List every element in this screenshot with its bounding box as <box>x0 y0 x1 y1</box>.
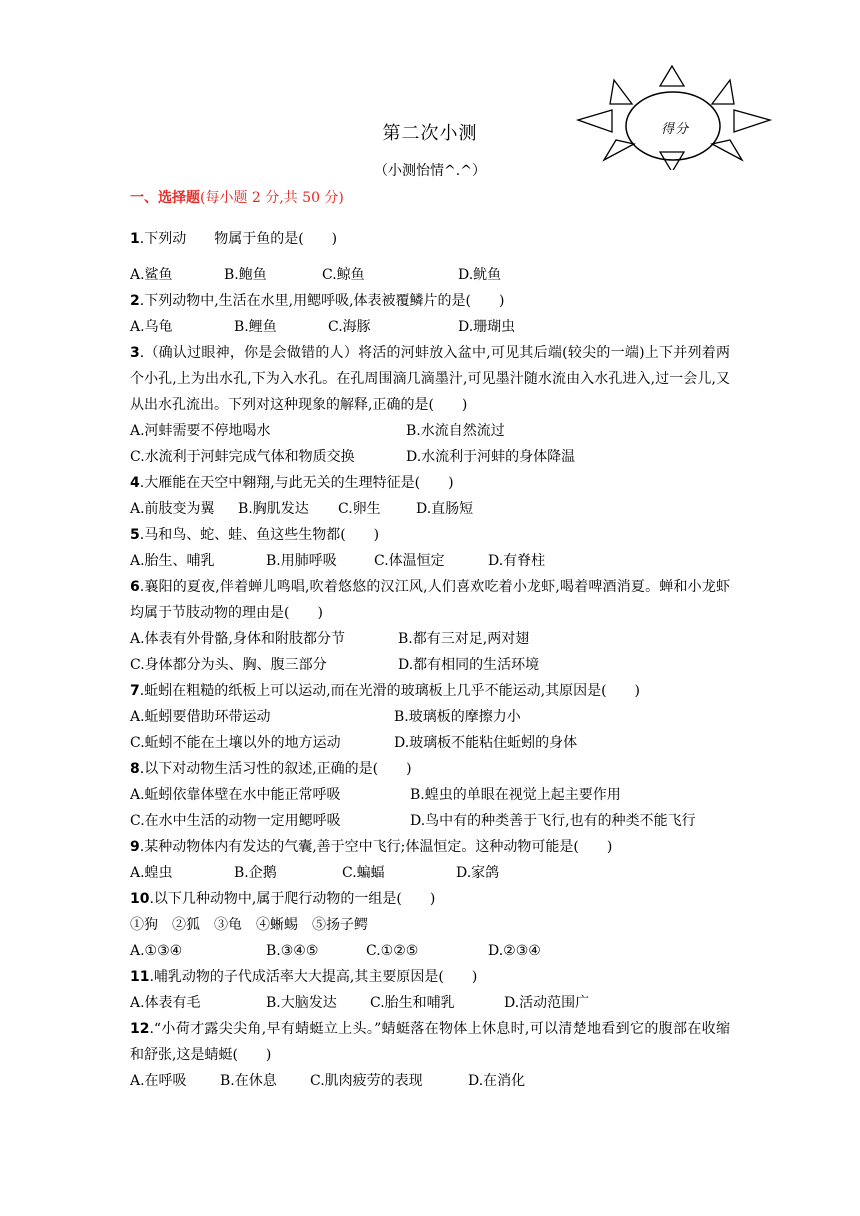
option[interactable]: A.蝗虫 <box>130 865 173 881</box>
option[interactable]: A.乌龟 <box>130 319 173 335</box>
option[interactable]: A.体表有外骨骼,身体和附肢都分节 <box>130 631 346 647</box>
option[interactable]: A.鲨鱼 <box>130 267 173 283</box>
option[interactable]: C.胎生和哺乳 <box>370 995 455 1011</box>
option[interactable]: B.水流自然流过 <box>406 423 505 439</box>
question-options <box>130 314 730 340</box>
option[interactable]: D.②③④ <box>488 943 541 959</box>
question-text: .下列动物中,生活在水里,用鳃呼吸,体表被覆鳞片的是( ) <box>139 293 505 309</box>
question-stem <box>130 964 730 990</box>
option[interactable]: B.胸肌发达 <box>238 501 309 517</box>
option[interactable]: C.在水中生活的动物一定用鳃呼吸 <box>130 813 341 829</box>
option[interactable]: B.③④⑤ <box>266 943 319 959</box>
question-options <box>130 262 730 288</box>
option[interactable]: B.大脑发达 <box>266 995 337 1011</box>
option[interactable]: B.用肺呼吸 <box>266 553 337 569</box>
option[interactable]: A.在呼吸 <box>130 1073 187 1089</box>
option[interactable]: C.卵生 <box>338 501 381 517</box>
question-stem <box>130 886 730 912</box>
question-text: .哺乳动物的子代成活率大大提高,其主要原因是( ) <box>149 969 478 985</box>
option[interactable]: C.海豚 <box>328 319 371 335</box>
question-text: .下列动 物属于鱼的是( ) <box>139 231 338 247</box>
question-stem <box>130 340 730 418</box>
option[interactable]: B.鲤鱼 <box>234 319 277 335</box>
question-options <box>130 418 730 444</box>
option[interactable]: B.玻璃板的摩擦力小 <box>394 709 521 725</box>
question-stem <box>130 1016 730 1068</box>
question-stem <box>130 834 730 860</box>
question-text: .“小荷才露尖尖角,早有蜻蜓立上头。”蜻蜓落在物体上休息时,可以清楚地看到它的腹部在收缩和舒张,这是蜻蜓( ) <box>130 1021 730 1063</box>
question-stem <box>130 288 730 314</box>
option[interactable]: D.玻璃板不能粘住蚯蚓的身体 <box>394 735 578 751</box>
question-stem <box>130 470 730 496</box>
page-title: 第二次小测 <box>382 123 478 144</box>
option[interactable]: B.在休息 <box>220 1073 277 1089</box>
question-number: 7 <box>130 683 140 699</box>
question-options <box>130 626 730 652</box>
section-heading-note: (每小题 2 分,共 50 分) <box>200 190 344 206</box>
option[interactable]: A.体表有毛 <box>130 995 201 1011</box>
question-options <box>130 652 730 678</box>
question-number: 4 <box>130 475 140 491</box>
option[interactable]: D.鸟中有的种类善于飞行,也有的种类不能飞行 <box>410 813 696 829</box>
option[interactable]: C.身体都分为头、胸、腹三部分 <box>130 657 327 673</box>
question-list <box>130 226 730 1094</box>
question-options <box>130 496 730 522</box>
question-options <box>130 1068 730 1094</box>
question-number: 11 <box>130 969 150 985</box>
section-heading-text: 一、选择题 <box>130 190 200 206</box>
question-options <box>130 730 730 756</box>
option[interactable]: C.水流利于河蚌完成气体和物质交换 <box>130 449 355 465</box>
option[interactable]: A.①③④ <box>130 943 183 959</box>
option[interactable]: D.直肠短 <box>416 501 474 517</box>
option[interactable]: C.蝙蝠 <box>342 865 385 881</box>
question-text: .蚯蚓在粗糙的纸板上可以运动,而在光滑的玻璃板上几乎不能运动,其原因是( ) <box>139 683 641 699</box>
option[interactable]: C.肌肉疲劳的表现 <box>310 1073 423 1089</box>
question-stem <box>130 756 730 782</box>
question-stem <box>130 574 730 626</box>
option[interactable]: A.蚯蚓依靠体壁在水中能正常呼吸 <box>130 787 341 803</box>
option[interactable]: C.①②⑤ <box>366 943 419 959</box>
question-options <box>130 782 730 808</box>
score-label: 得分 <box>660 122 689 137</box>
option[interactable]: D.珊瑚虫 <box>458 319 516 335</box>
option[interactable]: D.鱿鱼 <box>458 267 502 283</box>
option[interactable]: B.企鹅 <box>234 865 277 881</box>
option[interactable]: D.家鸽 <box>456 865 500 881</box>
question-text: .马和鸟、蛇、蛙、鱼这些生物都( ) <box>139 527 380 543</box>
question-text: .大雁能在天空中翱翔,与此无关的生理特征是( ) <box>139 475 454 491</box>
option[interactable]: D.水流利于河蚌的身体降温 <box>406 449 576 465</box>
question-options <box>130 704 730 730</box>
question-text: .（确认过眼神，你是会做错的人）将活的河蚌放入盆中,可见其后端(较尖的一端)上下并列着两个小孔,上为出水孔,下为入水孔。在孔周围滴几滴墨汁,可见墨汁随水流由入水孔进入,过一会儿,又从出水孔流出。下列对这种现象的解释,正确的是( ) <box>130 345 730 413</box>
question-number: 2 <box>130 293 140 309</box>
option[interactable]: B.蝗虫的单眼在视觉上起主要作用 <box>410 787 621 803</box>
score-sun-icon <box>574 60 774 170</box>
option[interactable]: D.活动范围广 <box>504 995 590 1011</box>
question-options <box>130 548 730 574</box>
question-text: .以下几种动物中,属于爬行动物的一组是( ) <box>149 891 436 907</box>
option[interactable]: A.前肢变为翼 <box>130 501 215 517</box>
question-number: 10 <box>130 891 150 907</box>
question-number: 3 <box>130 345 140 361</box>
question-options <box>130 808 730 834</box>
question-number: 1 <box>130 231 140 247</box>
option[interactable]: A.蚯蚓要借助环带运动 <box>130 709 271 725</box>
question-stem <box>130 522 730 548</box>
question-text: .某种动物体内有发达的气囊,善于空中飞行;体温恒定。这种动物可能是( ) <box>139 839 613 855</box>
question-stem <box>130 226 730 252</box>
option[interactable]: B.都有三对足,两对翅 <box>398 631 530 647</box>
question-number: 8 <box>130 761 140 777</box>
question-text: .襄阳的夏夜,伴着蝉儿鸣唱,吹着悠悠的汉江风,人们喜欢吃着小龙虾,喝着啤酒消夏。蝉和小龙虾均属于节肢动物的理由是( ) <box>130 579 730 621</box>
question-number: 12 <box>130 1021 150 1037</box>
option[interactable]: C.体温恒定 <box>374 553 445 569</box>
option[interactable]: C.蚯蚓不能在土壤以外的地方运动 <box>130 735 341 751</box>
option[interactable]: D.有脊柱 <box>488 553 546 569</box>
option[interactable]: C.鲸鱼 <box>322 267 365 283</box>
option[interactable]: B.鲍鱼 <box>224 267 267 283</box>
option[interactable]: A.河蚌需要不停地喝水 <box>130 423 271 439</box>
question-number: 9 <box>130 839 140 855</box>
question-options <box>130 938 730 964</box>
question-options <box>130 444 730 470</box>
question-number: 5 <box>130 527 140 543</box>
question-text: .以下对动物生活习性的叙述,正确的是( ) <box>139 761 412 777</box>
question-number: 6 <box>130 579 140 595</box>
option[interactable]: D.在消化 <box>468 1073 526 1089</box>
question-options <box>130 990 730 1016</box>
page-subtitle: （小测怡情^.^） <box>374 163 486 179</box>
question-stem <box>130 678 730 704</box>
question-options <box>130 860 730 886</box>
question-choices-list: ①狗 ②狐 ③龟 ④蜥蜴 ⑤扬子鳄 <box>130 917 368 933</box>
option[interactable]: A.胎生、哺乳 <box>130 553 215 569</box>
option[interactable]: D.都有相同的生活环境 <box>398 657 540 673</box>
section-heading <box>130 187 344 207</box>
